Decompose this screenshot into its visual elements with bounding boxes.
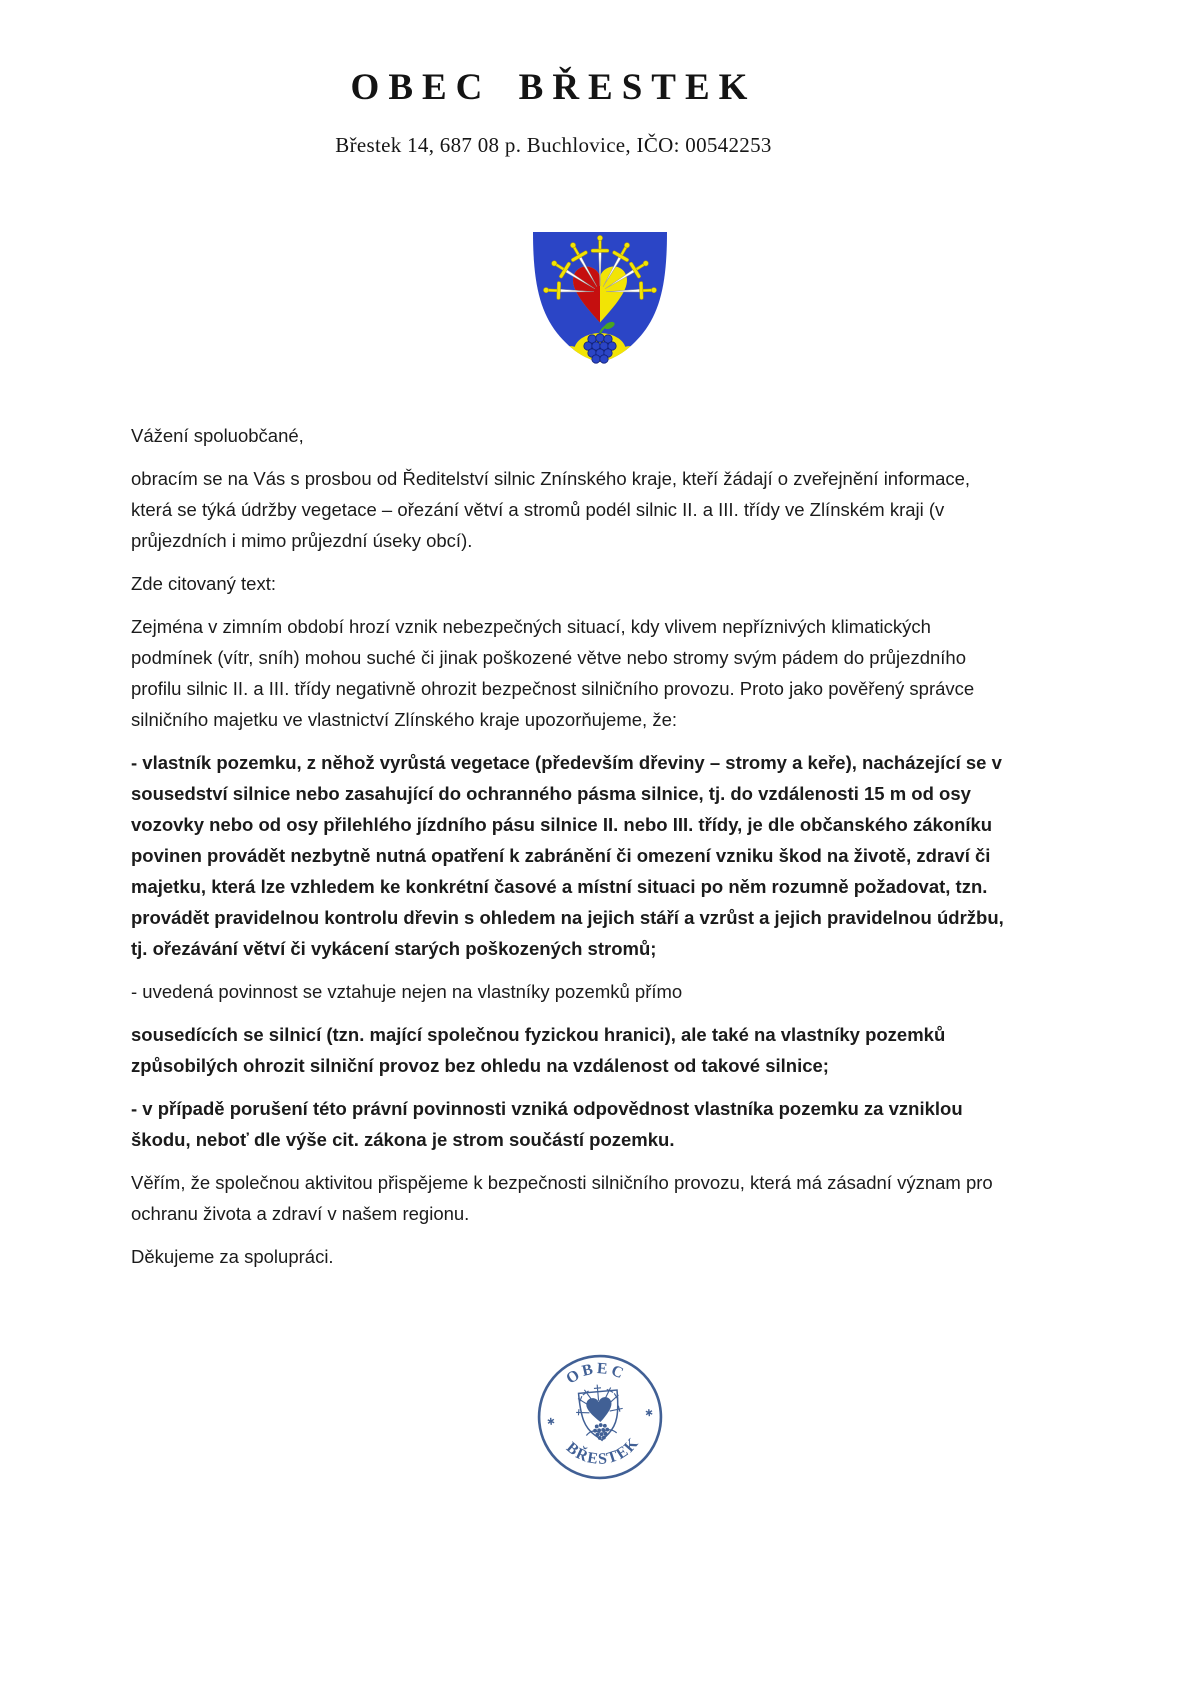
paragraph: - v případě porušení této právní povinnosti vzniká odpovědnost vlastníka pozemku za vzniklou škodu, neboť dle výše cit. zákona je strom součástí pozemku. [131, 1098, 963, 1150]
letterhead [131, 0, 976, 158]
letter-body [131, 420, 1011, 1284]
stamp-heart [586, 1397, 613, 1424]
stamp-top-text: OBEC [563, 1359, 629, 1388]
stamp-star-left [548, 1417, 555, 1425]
closing: Děkujeme za spolupráci. [131, 1246, 334, 1267]
paragraph: - uvedená povinnost se vztahuje nejen na vlastníky pozemků přímo [131, 981, 683, 1002]
municipality-title: OBEC BŘESTEK [350, 67, 757, 108]
stamp-star-right [646, 1409, 653, 1417]
grapes-icon [584, 334, 616, 363]
stamp-bottom-text: BŘESTEK [562, 1434, 643, 1469]
paragraph: Zde citovaný text: [131, 573, 276, 594]
municipality-address: Břestek 14, 687 08 p. Buchlovice, IČO: 00542253 [335, 133, 772, 157]
coat-of-arms-icon [528, 230, 672, 366]
paragraph: obracím se na Vás s prosbou od Ředitelství silnic Znínského kraje, kteří žádají o zveřejnění informace, která se týká údržby vegetace – ořezání větví a stromů podél silnic II. a III. třídy ve Zlínském kraji (v průjezdních i mimo průjezdní úseky obcí). [131, 468, 971, 551]
paragraph: Věřím, že společnou aktivitou přispějeme k bezpečnosti silničního provozu, která má zásadní význam pro ochranu života a zdraví v našem regionu. [131, 1172, 993, 1224]
paragraph: sousedících se silnicí (tzn. mající společnou fyzickou hranici), ale také na vlastníky pozemků způsobilých ohrozit silniční provoz bez ohledu na vzdálenost od takové silnice; [131, 1024, 946, 1076]
paragraph: Zejména v zimním období hrozí vznik nebezpečných situací, kdy vlivem nepříznivých klimatických podmínek (vítr, sníh) mohou suché či jinak poškozené větve nebo stromy svým pádem do průjezdního profilu silnic II. a III. třídy negativně ohrozit bezpečnost silničního provozu. Proto jako pověřený správce silničního majetku ve vlastnictví Zlínského kraje upozorňujeme, že: [131, 616, 975, 730]
salutation: Vážení spoluobčané, [131, 425, 304, 446]
paragraph: - vlastník pozemku, z něhož vyrůstá vegetace (především dřeviny – stromy a keře), nacházející se v sousedství silnice nebo zasahující do ochranného pásma silnice, tj. do vzdálenosti 15 m od osy vozovky nebo od osy přilehlého jízdního pásu silnice II. nebo III. třídy, je dle občanského zákoníku povinen provádět nezbytně nutná opatření k zabránění či omezení vzniku škod na životě, zdraví či majetku, která lze vzhledem ke konkrétní časové a místní situaci po něm rozumně požadovat, tzn. provádět pravidelnou kontrolu dřevin s ohledem na jejich stáří a vzrůst a jejich pravidelnou údržbu, tj. ořezávání větví či vykácení starých poškozených stromů; [131, 752, 1004, 959]
municipal-stamp-icon [528, 1345, 671, 1488]
stamp-grapes [593, 1422, 610, 1440]
